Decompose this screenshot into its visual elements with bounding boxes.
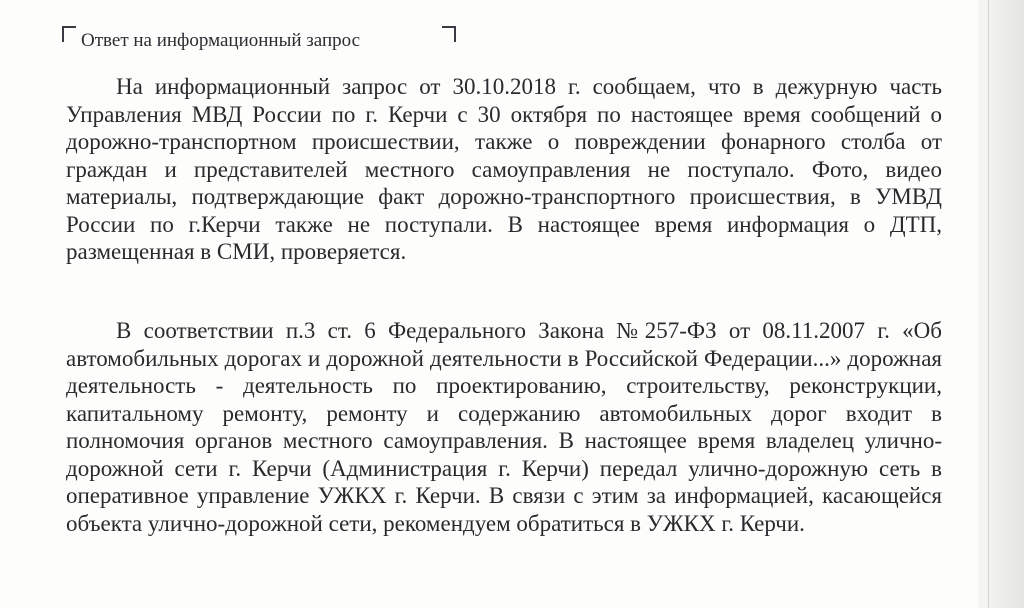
subject-bracket-left bbox=[62, 26, 76, 42]
subject-text: Ответ на информационный запрос bbox=[81, 30, 361, 51]
body-paragraph-1: На информационный запрос от 30.10.2018 г. сообщаем, что в дежурную часть Управления МВД России по г. Керчи с 30 октября по настоящее время сообщений о дорожно-транспортном происшествии, также о повреждении фонарного столба от граждан и представителей местного самоуправления не поступало. Фото, видео материалы, подтверждающие факт дорожно-транспортного происшествия, в УМВД России по г.Керчи также не поступали. В настоящее время информация о ДТП, размещенная в СМИ, проверяется. bbox=[66, 74, 942, 264]
scanned-page-edge bbox=[978, 0, 1024, 608]
page-edge-line bbox=[988, 0, 989, 608]
subject-bracket-right bbox=[442, 26, 456, 42]
body-paragraph-2: В соответствии п.3 ст. 6 Федерального Закона №257-ФЗ от 08.11.2007 г. «Об автомобильных дорогах и дорожной деятельности в Российской Федерации...» дорожная деятельность - деятельность по проектированию, строительству, реконструкции, капитальному ремонту, ремонту и содержанию автомобильных дорог входит в полномочия органов местного самоуправления. В настоящее время владелец улично-дорожной сети г. Керчи (Администрация г. Керчи) передал улично-дорожную сеть в оперативное управление УЖКХ г. Керчи. В связи с этим за информацией, касающейся объекта улично-дорожной сети, рекомендуем обратиться в УЖКХ г. Керчи. bbox=[66, 318, 942, 536]
subject-line bbox=[62, 24, 456, 54]
